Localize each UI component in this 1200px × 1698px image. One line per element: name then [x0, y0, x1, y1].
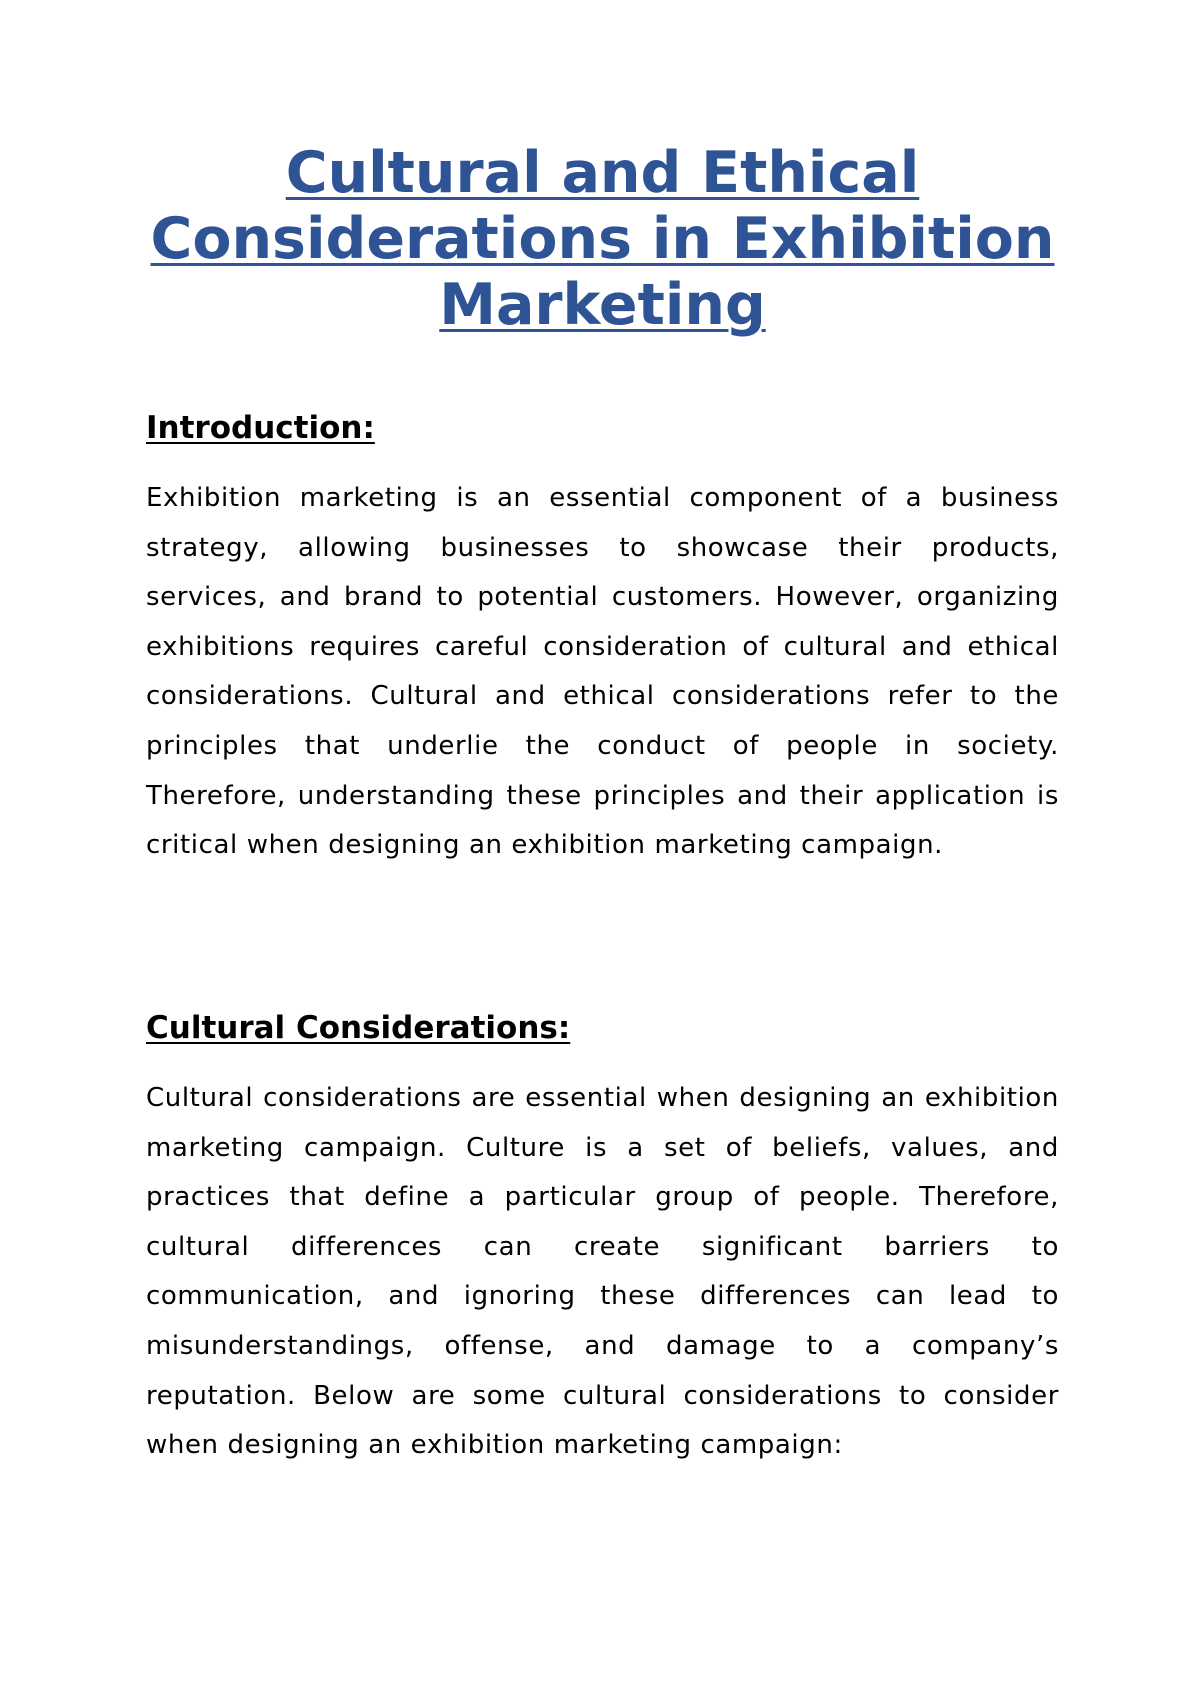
- paragraph-introduction: Exhibition marketing is an essential component of a business strategy, allowing businesses to showcase their products, services, and brand to potential customers. However, organizing exhibitions requires careful consideration of cultural and ethical considerations. Cultural and ethical considerations refer to the principles that underlie the conduct of people in society. Therefore, understanding these principles and their application is critical when designing an exhibition marketing campaign.: [146, 483, 1059, 861]
- section-heading-cultural-considerations: Cultural Considerations:: [146, 1010, 571, 1046]
- section-heading-introduction: Introduction:: [146, 410, 375, 446]
- paragraph-cultural-considerations: Cultural considerations are essential when designing an exhibition marketing campaign. Culture is a set of beliefs, values, and practices that define a particular group of people. Therefore, cultural differences can create significant barriers to communication, and ignoring these differences can lead to misunderstandings, offense, and damage to a company’s reputation. Below are some cultural considerations to consider when designing an exhibition marketing campaign:: [146, 1083, 1059, 1461]
- document-title: Cultural and Ethical Considerations in Exhibition Marketing: [150, 140, 1055, 338]
